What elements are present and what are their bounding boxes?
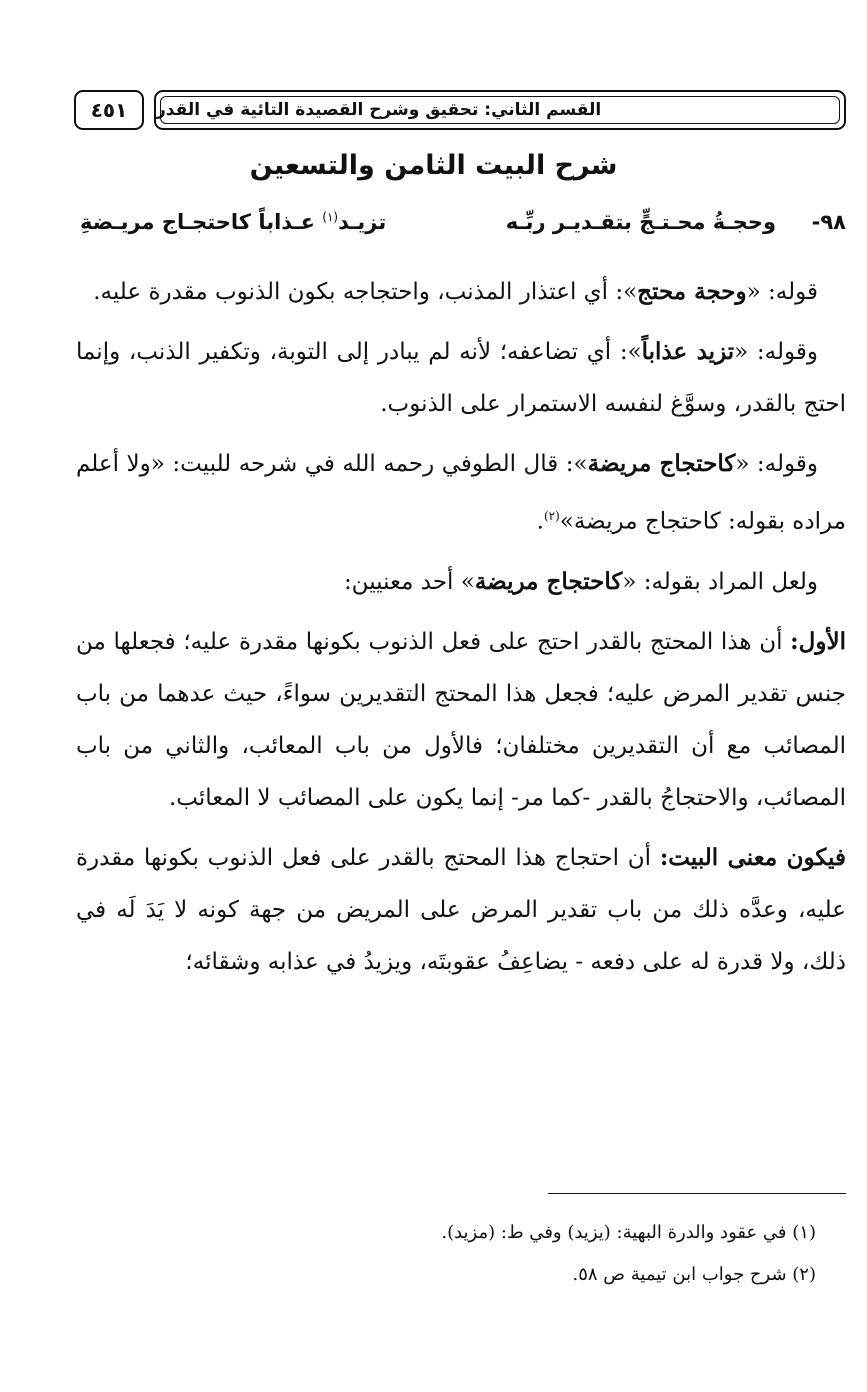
- paragraph-1: [76, 266, 846, 318]
- paragraph-5: [76, 616, 846, 824]
- p6-bold: فيكون معنى البيت:: [659, 843, 846, 871]
- body-text: [76, 266, 846, 996]
- p1-text: قوله: «: [746, 279, 818, 305]
- p3-text-2: »: قال الطوفي رحمه الله في شرحه للبيت: «ولا أعلم مراده بقوله: كاحتجاج مريضة»: [76, 451, 846, 535]
- p3-bold: كاحتجاج مريضة: [587, 450, 736, 477]
- running-title-text: القسم الثاني: تحقيق وشرح القصيدة التائية في القدر: [156, 100, 602, 120]
- p4-text: ولعل المراد بقوله: «: [622, 568, 818, 595]
- p1-text-2: »: أي اعتذار المذنب، واحتجاجه بكون الذنوب مقدرة عليه.: [93, 279, 638, 305]
- footnote-ref-2: (٢): [543, 509, 560, 523]
- footnotes: [76, 1212, 816, 1296]
- p3-text-3: .: [536, 508, 544, 535]
- p5-text: أن هذا المحتج بالقدر احتج على فعل الذنوب بكونها مقدرة عليه؛ فجعلها من جنس تقدير المرض عليه؛ فجعل هذا المحتج التقديرين سواءً، حيث عدهما من باب المصائب مع أن التقديرين مختلفان؛ فالأول من باب المعائب، والثاني من باب المصائب، والاحتجاجُ بالقدر -كما مر- إنما يكون على المصائب لا المعائب.: [76, 628, 846, 811]
- paragraph-4: [76, 556, 846, 608]
- paragraph-2: [76, 326, 846, 430]
- footnote-2: (٢) شرح جواب ابن تيمية ص ٥٨.: [572, 1264, 816, 1285]
- verse-hemistich-2-start: تزيـد: [338, 210, 387, 234]
- verse-hemistich-2: [80, 210, 386, 234]
- p3-text: وقوله: «: [735, 451, 818, 477]
- verse-number: ٩٨-: [811, 210, 846, 234]
- section-title: شرح البيت الثامن والتسعين: [249, 150, 618, 181]
- p6-text: أن احتجاج هذا المحتج بالقدر على فعل الذنوب بكونها مقدرة عليه، وعدَّه ذلك من باب تقدير المرض على المريض من جهة كونه لا يَدَ لَه في ذلك، ولا قدرة له على دفعه - يضاعِفُ عقوبتَه، ويزيدُ في عذابه وشقائه؛: [76, 844, 846, 975]
- p5-bold: الأول:: [790, 627, 846, 655]
- verse-hemistich-2-end: عـذاباً كاحتجـاج مريـضةِ: [80, 210, 323, 234]
- running-title: [154, 90, 846, 130]
- paragraph-3: [76, 438, 846, 548]
- p2-bold: تزيد عذاباً: [641, 338, 735, 365]
- running-header: [74, 90, 846, 132]
- footnote-ref-1: (١): [322, 210, 339, 224]
- verse-line: [80, 206, 846, 246]
- page-number: ٤٥١: [74, 90, 144, 130]
- verse-hemistich-1: وحجـةُ محـتـجٍّ بتقـديـر ربِّـه: [505, 210, 776, 234]
- footnote-divider: [548, 1193, 846, 1194]
- p2-text-2: »: أي تضاعفه؛ لأنه لم يبادر إلى التوبة، وتكفير الذنب، وإنما احتج بالقدر، وسوَّغ لنفسه الاستمرار على الذنوب.: [76, 339, 846, 417]
- p4-bold: كاحتجاج مريضة: [474, 567, 623, 595]
- p1-bold: وحجة محتج: [637, 278, 747, 305]
- footnote-1: (١) في عقود والدرة البهية: (يزيد) وفي ط: (مزيد).: [441, 1222, 816, 1243]
- p4-text-2: » أحد معنيين:: [343, 568, 475, 595]
- p2-text: وقوله: «: [734, 339, 818, 365]
- paragraph-6: [76, 832, 846, 988]
